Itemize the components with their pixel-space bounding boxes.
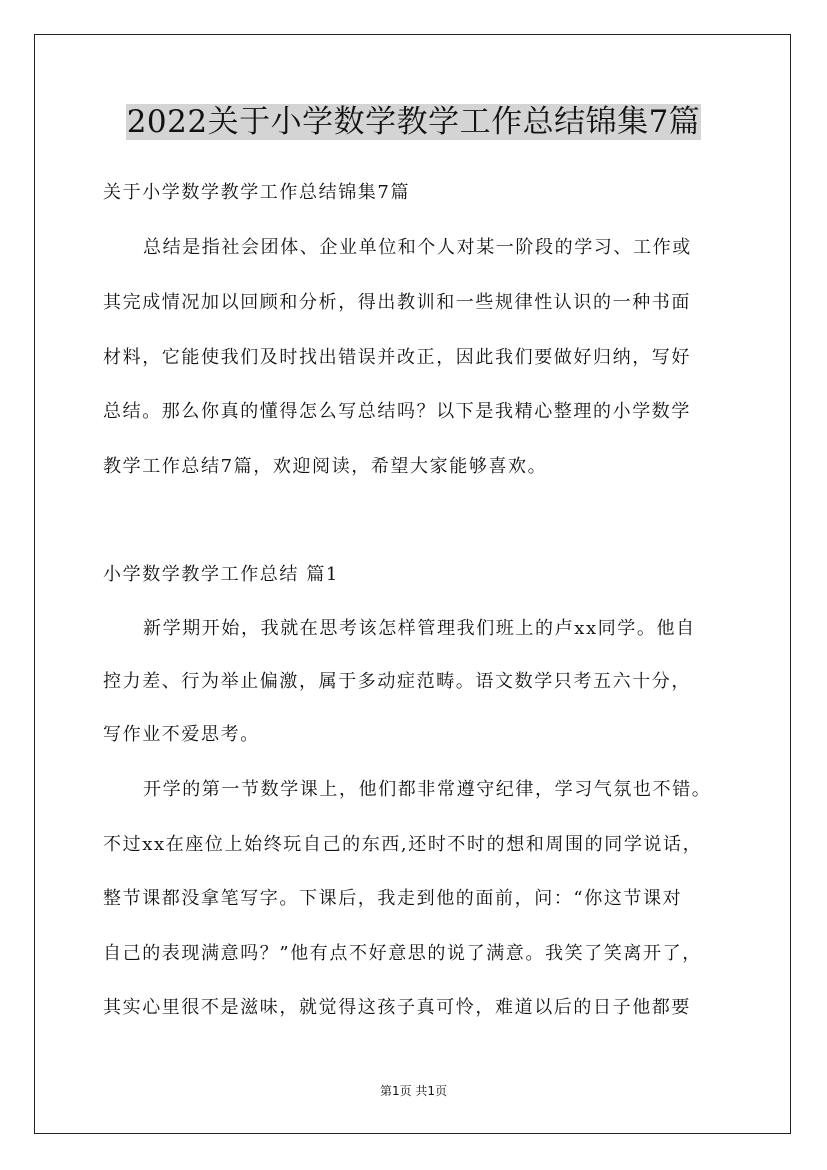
body-line: 其实心里很不是滋味，就觉得这孩子真可怜，难道以后的日子他都要 bbox=[103, 997, 691, 1018]
body-line: 整节课都没拿笔写字。下课后，我走到他的面前，问：“你这节课对 bbox=[103, 888, 683, 909]
body-line: 写作业不爱思考。 bbox=[103, 724, 260, 745]
intro-line: 其完成情况加以回顾和分析，得出教训和一些规律性认识的一种书面 bbox=[103, 292, 691, 313]
intro-line: 总结。那么你真的懂得怎么写总结吗？以下是我精心整理的小学数学 bbox=[103, 401, 691, 422]
page-number: 第1页 共1页 bbox=[379, 1084, 448, 1098]
intro-line: 总结是指社会团体、企业单位和个人对某一阶段的学习、工作或 bbox=[143, 237, 692, 258]
document-title-text: 2022关于小学数学教学工作总结锦集7篇 bbox=[126, 104, 701, 140]
document-title bbox=[0, 100, 827, 144]
section-heading: 小学数学教学工作总结 篇1 bbox=[103, 564, 339, 585]
intro-line: 材料，它能使我们及时找出错误并改正，因此我们要做好归纳，写好 bbox=[103, 347, 691, 368]
body-line: 不过xx在座位上始终玩自己的东西,还时不时的想和周围的同学说话， bbox=[103, 834, 703, 855]
document-subtitle: 关于小学数学教学工作总结锦集7篇 bbox=[103, 182, 411, 203]
body-line: 开学的第一节数学课上，他们都非常遵守纪律，学习气氛也不错。 bbox=[143, 779, 712, 800]
body-line: 新学期开始，我就在思考该怎样管理我们班上的卢xx同学。他自 bbox=[143, 618, 696, 639]
body-line: 控力差、行为举止偏激，属于多动症范畴。语文数学只考五六十分， bbox=[103, 671, 691, 692]
body-line: 自己的表现满意吗？”他有点不好意思的说了满意。我笑了笑离开了， bbox=[103, 943, 702, 964]
intro-line: 教学工作总结7篇，欢迎阅读，希望大家能够喜欢。 bbox=[103, 456, 548, 477]
